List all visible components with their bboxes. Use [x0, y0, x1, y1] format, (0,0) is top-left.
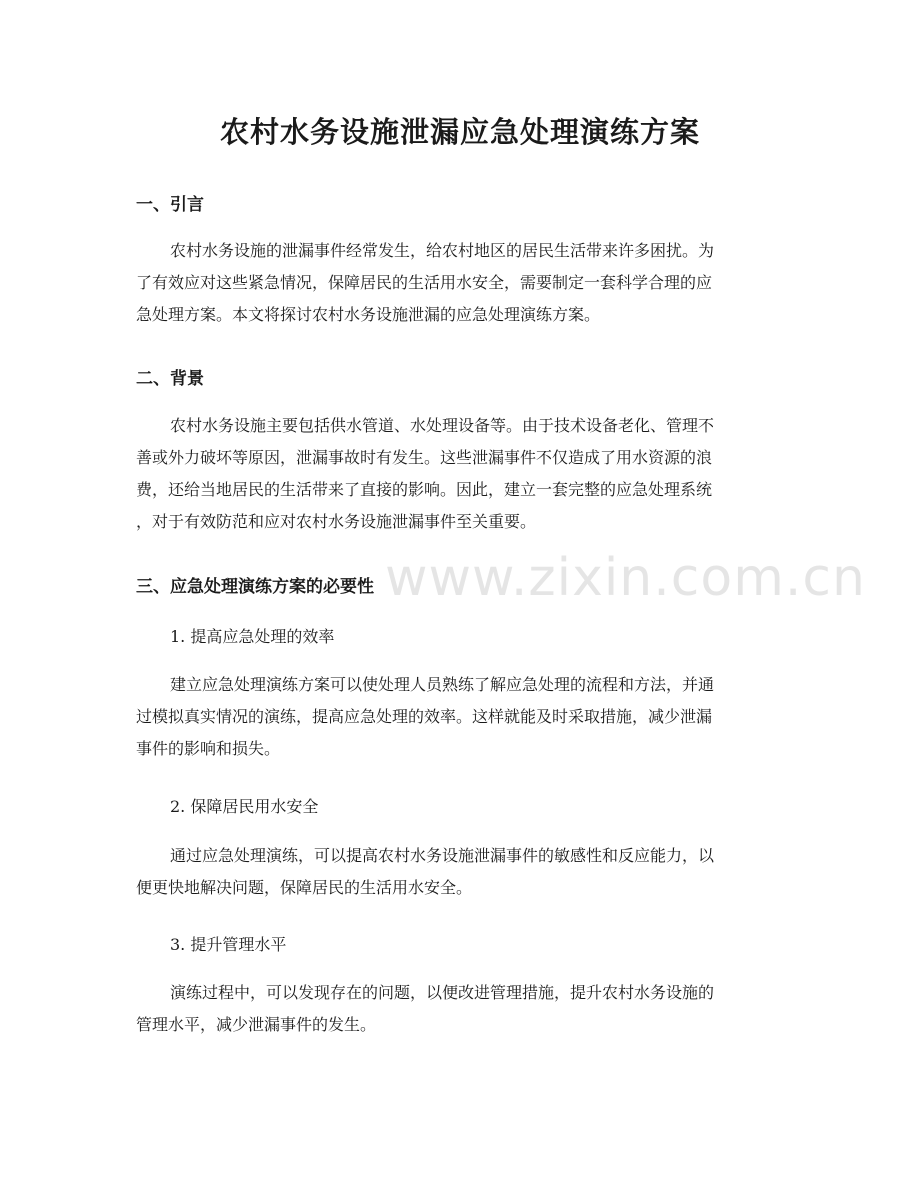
section-heading-background: 二、背景 [136, 369, 204, 389]
section-paragraph-background [136, 410, 786, 538]
paragraph-line: 急处理方案。本文将探讨农村水务设施泄漏的应急处理演练方案。 [136, 305, 601, 324]
paragraph-line: ，对于有效防范和应对农村水务设施泄漏事件至关重要。 [136, 512, 537, 531]
paragraph-line: 费，还给当地居民的生活带来了直接的影响。因此，建立一套完整的应急处理系统 [136, 480, 713, 499]
paragraph-line: 善或外力破坏等原因，泄漏事故时有发生。这些泄漏事件不仅造成了用水资源的浪 [136, 448, 713, 467]
paragraph-line: 农村水务设施主要包括供水管道、水处理设备等。由于技术设备老化、管理不 [170, 416, 715, 435]
section-heading-necessity: 三、应急处理演练方案的必要性 [136, 577, 374, 597]
paragraph-line: 了有效应对这些紧急情况，保障居民的生活用水安全，需要制定一套科学合理的应 [136, 273, 713, 292]
section-heading-intro: 一、引言 [136, 195, 204, 215]
subitem-title-management: 3. 提升管理水平 [170, 935, 287, 954]
paragraph-line: 过模拟真实情况的演练，提高应急处理的效率。这样就能及时采取措施，减少泄漏 [136, 707, 713, 726]
watermark: www.zixin.com.cn [385, 548, 866, 608]
paragraph-line: 演练过程中，可以发现存在的问题，以便改进管理措施，提升农村水务设施的 [170, 983, 715, 1002]
subitem-paragraph-management [136, 977, 786, 1041]
paragraph-line: 便更快地解决问题，保障居民的生活用水安全。 [136, 878, 473, 897]
subitem-paragraph-water-safety [136, 840, 786, 904]
paragraph-line: 事件的影响和损失。 [136, 739, 281, 758]
paragraph-line: 建立应急处理演练方案可以使处理人员熟练了解应急处理的流程和方法，并通 [170, 675, 715, 694]
subitem-title-efficiency: 1. 提高应急处理的效率 [170, 627, 335, 646]
subitem-title-water-safety: 2. 保障居民用水安全 [170, 797, 319, 816]
paragraph-line: 管理水平，减少泄漏事件的发生。 [136, 1015, 377, 1034]
page-title: 农村水务设施泄漏应急处理演练方案 [219, 115, 700, 149]
paragraph-line: 通过应急处理演练，可以提高农村水务设施泄漏事件的敏感性和反应能力，以 [170, 846, 715, 865]
subitem-paragraph-efficiency [136, 669, 786, 765]
paragraph-line: 农村水务设施的泄漏事件经常发生，给农村地区的居民生活带来许多困扰。为 [170, 241, 715, 260]
section-paragraph-intro [136, 235, 786, 331]
